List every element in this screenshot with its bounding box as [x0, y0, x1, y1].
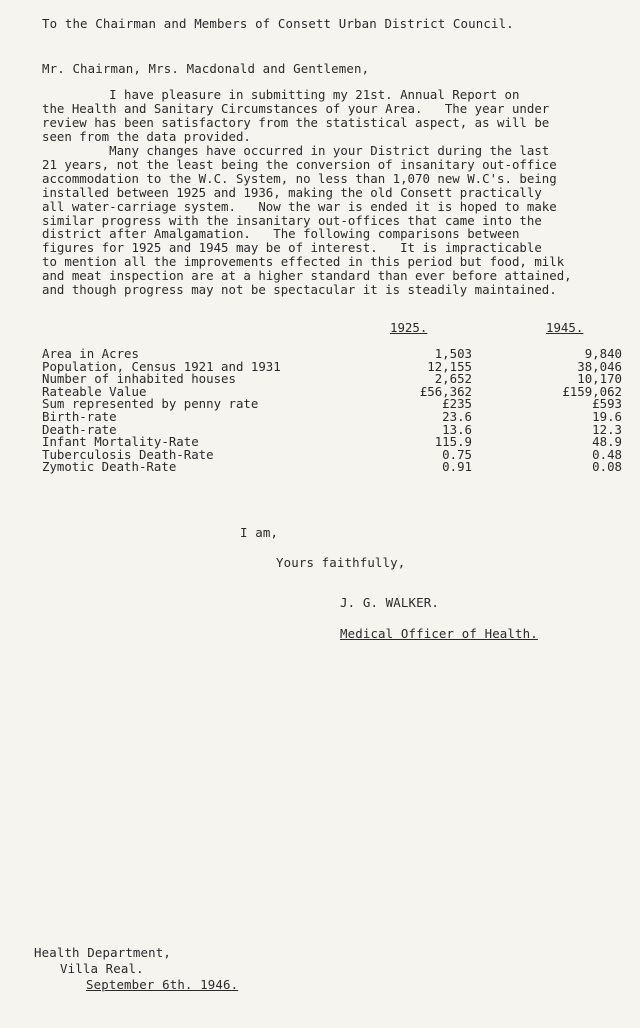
row-label: Infant Mortality-Rate	[42, 434, 199, 450]
value-1945: 0.48	[592, 446, 622, 462]
paragraph-intro	[42, 88, 622, 144]
row-label: Rateable Value	[42, 383, 147, 399]
column-header-1945: 1945.	[546, 320, 584, 335]
footer-department: Health Department,	[34, 945, 171, 960]
row-label: Number of inhabited houses	[42, 371, 236, 387]
footer-place: Villa Real.	[60, 961, 144, 976]
paragraph-line: figures for 1925 and 1945 may be of interest. It is impracticable	[42, 240, 542, 256]
paragraph-line: and though progress may not be spectacular it is steadily maintained.	[42, 282, 557, 298]
paragraph-line: district after Amalgamation. The following comparisons between	[42, 226, 520, 242]
salutation: Mr. Chairman, Mrs. Macdonald and Gentlemen,	[42, 61, 370, 76]
comparison-table	[42, 348, 622, 474]
value-1925: 1,503	[434, 346, 472, 361]
paragraph-line: similar progress with the insanitary out-offices that came into the	[42, 212, 542, 228]
row-label: Sum represented by penny rate	[42, 396, 259, 412]
value-1925: 0.91	[442, 459, 472, 475]
value-1925: 0.75	[442, 446, 472, 462]
paragraph-line: Many changes have occurred in your District during the last	[42, 143, 550, 158]
value-1925: 13.6	[442, 421, 472, 437]
closing-i-am: I am,	[240, 525, 279, 540]
paragraph-line: the Health and Sanitary Circumstances of your Area. The year under	[42, 100, 550, 116]
footer-date: September 6th. 1946.	[86, 977, 239, 992]
closing-yours-faithfully: Yours faithfully,	[276, 555, 406, 570]
paragraph-line: 21 years, not the least being the conversion of insanitary out-office	[42, 156, 557, 172]
row-label: Population, Census 1921 and 1931	[42, 358, 281, 374]
value-1945: 9,840	[584, 346, 622, 361]
row-label: Tuberculosis Death-Rate	[42, 446, 214, 462]
value-1925: 12,155	[427, 358, 472, 374]
table-row	[42, 461, 622, 474]
row-label: Area in Acres	[42, 346, 139, 361]
value-1945: 19.6	[592, 408, 622, 424]
value-1925: 2,652	[434, 371, 472, 387]
value-1925: 115.9	[434, 434, 472, 450]
table-row	[42, 398, 622, 411]
signatory-name: J. G. WALKER.	[340, 595, 439, 610]
paragraph-line: review has been satisfactory from the statistical aspect, as will be	[42, 114, 550, 130]
value-1925: 23.6	[442, 408, 472, 424]
value-1945: 10,170	[577, 371, 622, 387]
column-header-1925: 1925.	[390, 320, 428, 335]
paragraph-line: to mention all the improvements effected in this period but food, milk	[42, 254, 565, 270]
paragraph-line: accommodation to the W.C. System, no less than 1,070 new W.C's. being	[42, 170, 557, 186]
row-label: Zymotic Death-Rate	[42, 459, 177, 475]
row-label: Birth-rate	[42, 408, 117, 424]
paragraph-line: I have pleasure in submitting my 21st. Annual Report on	[42, 87, 520, 102]
paragraph-line: installed between 1925 and 1936, making the old Consett practically	[42, 184, 542, 200]
signatory-title: Medical Officer of Health.	[340, 626, 538, 641]
value-1945: 12.3	[592, 421, 622, 437]
paragraph-line: all water-carriage system. Now the war is ended it is hoped to make	[42, 198, 557, 214]
row-label: Death-rate	[42, 421, 117, 437]
value-1945: £593	[592, 396, 622, 412]
value-1945: £159,062	[562, 383, 622, 399]
paragraph-line: seen from the data provided.	[42, 128, 251, 144]
value-1925: £56,362	[419, 383, 472, 399]
value-1945: 0.08	[592, 459, 622, 475]
paragraph-line: and meat inspection are at a higher standard than ever before attained,	[42, 268, 572, 284]
table-row	[42, 411, 622, 424]
address-line: To the Chairman and Members of Consett Urban District Council.	[42, 16, 514, 31]
value-1925: £235	[442, 396, 472, 412]
value-1945: 48.9	[592, 434, 622, 450]
paragraph-changes	[42, 144, 622, 297]
value-1945: 38,046	[577, 358, 622, 374]
